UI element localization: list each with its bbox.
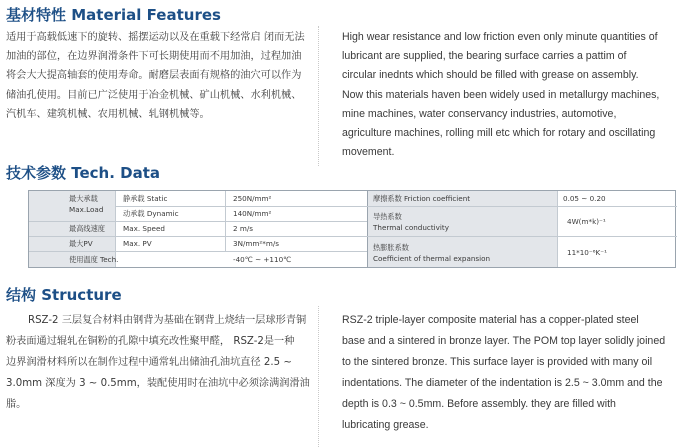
- text-line: RSZ-2 triple-layer composite material has a copper-plated steel: [342, 314, 639, 326]
- structure-en-paragraph: [342, 310, 676, 436]
- text-line: mine machines, water conservancy industries, automotive,: [342, 107, 617, 120]
- tech-data-table: [28, 190, 676, 268]
- value: 250N/mm²: [233, 194, 272, 203]
- text-line: lubricant are supplied, the bearing surface carries a pattim of: [342, 50, 627, 63]
- table-row: [29, 206, 367, 221]
- sub-label: Max. PV: [123, 239, 152, 248]
- section-title-en: Tech. Data: [71, 164, 161, 182]
- text-line: 脂。: [6, 399, 27, 410]
- text-line: to the sintered bronze. This surface layer is provided with many oil: [342, 356, 653, 368]
- section-title-tech: [6, 162, 160, 183]
- param-label-cn: 使用温度 Tech.: [69, 255, 119, 264]
- sub-label: Max. Speed: [123, 224, 165, 233]
- table-row: [367, 191, 677, 206]
- column-divider: [318, 26, 319, 166]
- section-title-structure: [6, 284, 122, 305]
- text-line: 适用于高载低速下的旋转、摇摆运动以及在重载下经常启 闭而无法: [6, 32, 305, 43]
- param-label-cn: 最大PV: [69, 239, 93, 248]
- grid-line: [367, 236, 677, 237]
- text-line: 将会大大提高轴套的使用寿命。耐磨层表面有规格的油穴可以作为: [6, 70, 302, 82]
- text-line: RSZ-2 三层复合材料由钢背为基础在钢背上烧结一层球形青铜: [28, 315, 307, 326]
- section-title-en: Structure: [41, 286, 122, 304]
- text-line: 边界润滑材料所以在制作过程中通常轧出储油孔油坑直径 2.5 ~: [6, 357, 292, 368]
- param-label-cn: 最高线速度: [69, 224, 105, 233]
- text-line: 储油孔使用。目前已广泛使用于冶金机械、矿山机械、水利机械、: [6, 89, 302, 101]
- grid-line: [367, 206, 677, 207]
- right-value: 11*10⁻⁶K⁻¹: [567, 248, 607, 257]
- section-title-cn: 技术参数: [6, 164, 67, 182]
- material-cn-paragraph: [6, 28, 318, 124]
- section-title-en: Material Features: [71, 6, 221, 24]
- right-value: 0.05 ~ 0.20: [563, 194, 606, 203]
- column-divider: [318, 306, 319, 447]
- text-line: depth is 0.3 ~ 0.5mm. Before assembly. they are filled with: [342, 398, 616, 410]
- right-label: 摩擦系数 Friction coefficient: [373, 194, 471, 203]
- right-label-cell: [369, 242, 557, 264]
- table-row: [29, 252, 367, 267]
- right-label-cn: 热膨胀系数: [373, 243, 409, 252]
- table-row: [29, 236, 367, 251]
- value: 2 m/s: [233, 224, 254, 233]
- right-value: 4W(m*k)⁻¹: [567, 217, 606, 226]
- text-line: circular inednts which should be filled with grease on assembly.: [342, 69, 639, 82]
- param-label-en: Max.Load: [69, 205, 104, 214]
- table-row: [29, 191, 367, 206]
- text-line: movement.: [342, 146, 395, 159]
- text-line: Now this materials haven been widely used in metallurgy machines,: [342, 88, 660, 101]
- right-label-cell: [369, 211, 557, 233]
- sub-label: 静承载 Static: [123, 194, 168, 203]
- table-row: [29, 221, 367, 236]
- param-label-cn: 最大承载: [69, 194, 98, 203]
- value: -40℃ ~ +110℃: [233, 255, 292, 264]
- right-label-cn: 导热系数: [373, 212, 402, 221]
- text-line: High wear resistance and low friction even only minute quantities of: [342, 31, 658, 43]
- value: 3N/mm²*m/s: [233, 239, 280, 248]
- text-line: 3.0mm 深度为 3 ~ 0.5mm，装配使用时在油坑中必须涂满润滑油: [6, 378, 310, 389]
- section-title-material: [6, 4, 221, 25]
- text-line: agriculture machines, rolling mill etc which for rotary and oscillating: [342, 127, 656, 140]
- sub-label: 动承载 Dynamic: [123, 209, 179, 218]
- text-line: 加油的部位，在边界润滑条件下可长期使用而不用加油，过程加油: [6, 51, 302, 63]
- section-title-cn: 基材特性: [6, 6, 67, 24]
- right-label-en: Coefficient of thermal expansion: [373, 254, 491, 263]
- text-line: lubricating grease.: [342, 419, 429, 431]
- material-en-paragraph: [342, 28, 676, 162]
- text-line: 汽机车、建筑机械、农用机械、轧钢机械等。: [6, 108, 210, 120]
- structure-cn-paragraph: [6, 310, 318, 415]
- value: 140N/mm²: [233, 209, 272, 218]
- text-line: base and a sintered in bronze layer. The POM top layer solidly joined: [342, 335, 666, 347]
- section-title-cn: 结构: [6, 286, 37, 304]
- right-label-en: Thermal conductivity: [373, 223, 449, 232]
- text-line: 粉表面通过辊轧在铜粉的孔隙中填充改性聚甲醛， RSZ-2是一种: [6, 336, 295, 347]
- text-line: indentations. The diameter of the indentation is 2.5 ~ 3.0mm and the: [342, 377, 663, 389]
